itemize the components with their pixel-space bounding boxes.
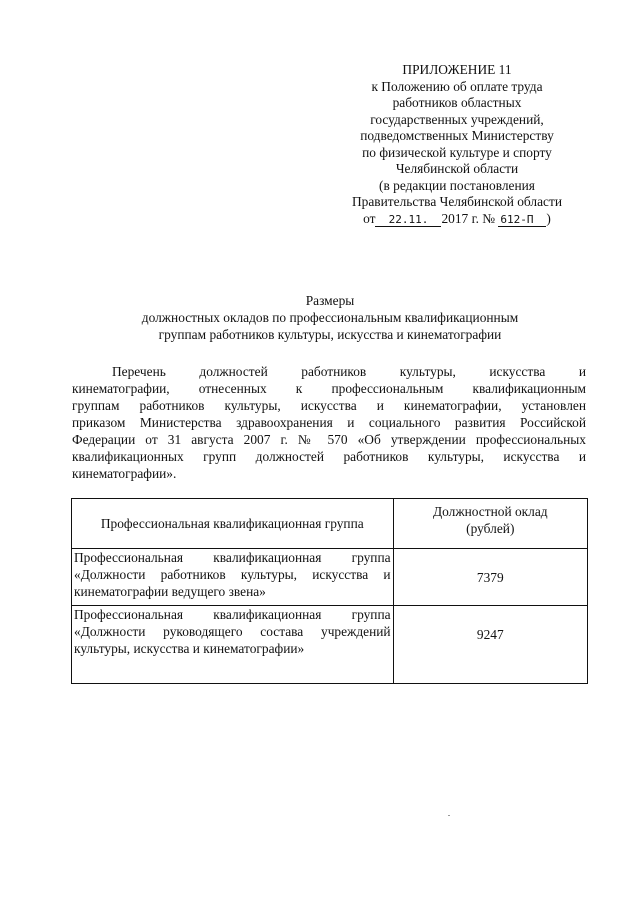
heading-line: группам работников культуры, искусства и кинематографии: [158, 327, 502, 342]
appendix-line: Челябинской области: [395, 161, 519, 176]
group-cell: [72, 549, 394, 606]
group-line: «Должности работников культуры, искусства и: [74, 567, 391, 582]
appendix-date-line: [322, 211, 592, 228]
group-cell: [72, 606, 394, 684]
intro-line: кинематографии».: [72, 466, 177, 481]
appendix-line: подведомственных Министерству: [360, 128, 554, 143]
table-header-row: [72, 499, 588, 549]
salary-cell: 7379: [393, 549, 587, 606]
group-line: культуры, искусства и кинематографии»: [74, 641, 305, 656]
intro-line: Перечень должностей работников культуры, искусства и: [112, 364, 586, 379]
table-row: [72, 549, 588, 606]
group-line: Профессиональная квалификационная группа: [74, 550, 391, 565]
heading-line: Размеры: [305, 293, 355, 308]
appendix-line: Правительства Челябинской области: [352, 194, 562, 209]
appendix-title: ПРИЛОЖЕНИЕ 11: [402, 62, 512, 77]
date-prefix: от: [363, 210, 376, 226]
intro-line: квалификационных групп должностей работников культуры, искусства и: [72, 449, 586, 464]
table-row: [72, 606, 588, 684]
group-line: «Должности руководящего состава учреждений: [74, 624, 391, 639]
header-salary-line2: (рублей): [466, 521, 515, 536]
salary-table: [71, 498, 588, 684]
intro-line: кинематографии, отнесенных к профессиональным квалификационным: [72, 381, 586, 396]
header-salary: [393, 499, 587, 549]
appendix-block: [322, 62, 592, 227]
header-salary-line1: Должностной оклад: [433, 504, 548, 519]
closing-paren: ): [546, 210, 551, 226]
intro-paragraph: [72, 363, 586, 482]
header-group: Профессиональная квалификационная группа: [72, 499, 394, 549]
document-heading: [60, 292, 600, 343]
appendix-line: по физической культуре и спорту: [362, 144, 552, 160]
salary-cell: 9247: [393, 606, 587, 684]
group-line: кинематографии ведущего звена»: [74, 584, 266, 599]
intro-line: Федерации от 31 августа 2007 г. № 570 «Об утверждении профессиональных: [72, 432, 586, 447]
heading-line: должностных окладов по профессиональным квалификационным: [141, 310, 519, 325]
intro-line: приказом Министерства здравоохранения и социального развития Российской: [72, 415, 586, 430]
resolution-date: 22.11.: [375, 214, 441, 227]
resolution-number: 612-П: [498, 214, 546, 227]
appendix-line: (в редакции постановления: [379, 177, 535, 193]
appendix-line: к Положению об оплате труда: [371, 78, 543, 94]
appendix-line: государственных учреждений,: [370, 111, 544, 127]
scan-speck: [448, 815, 450, 816]
year-text: 2017 г. №: [441, 210, 496, 226]
intro-line: группам работников культуры, искусства и кинематографии, установлен: [72, 398, 586, 413]
appendix-line: работников областных: [392, 95, 522, 110]
group-line: Профессиональная квалификационная группа: [74, 607, 391, 622]
